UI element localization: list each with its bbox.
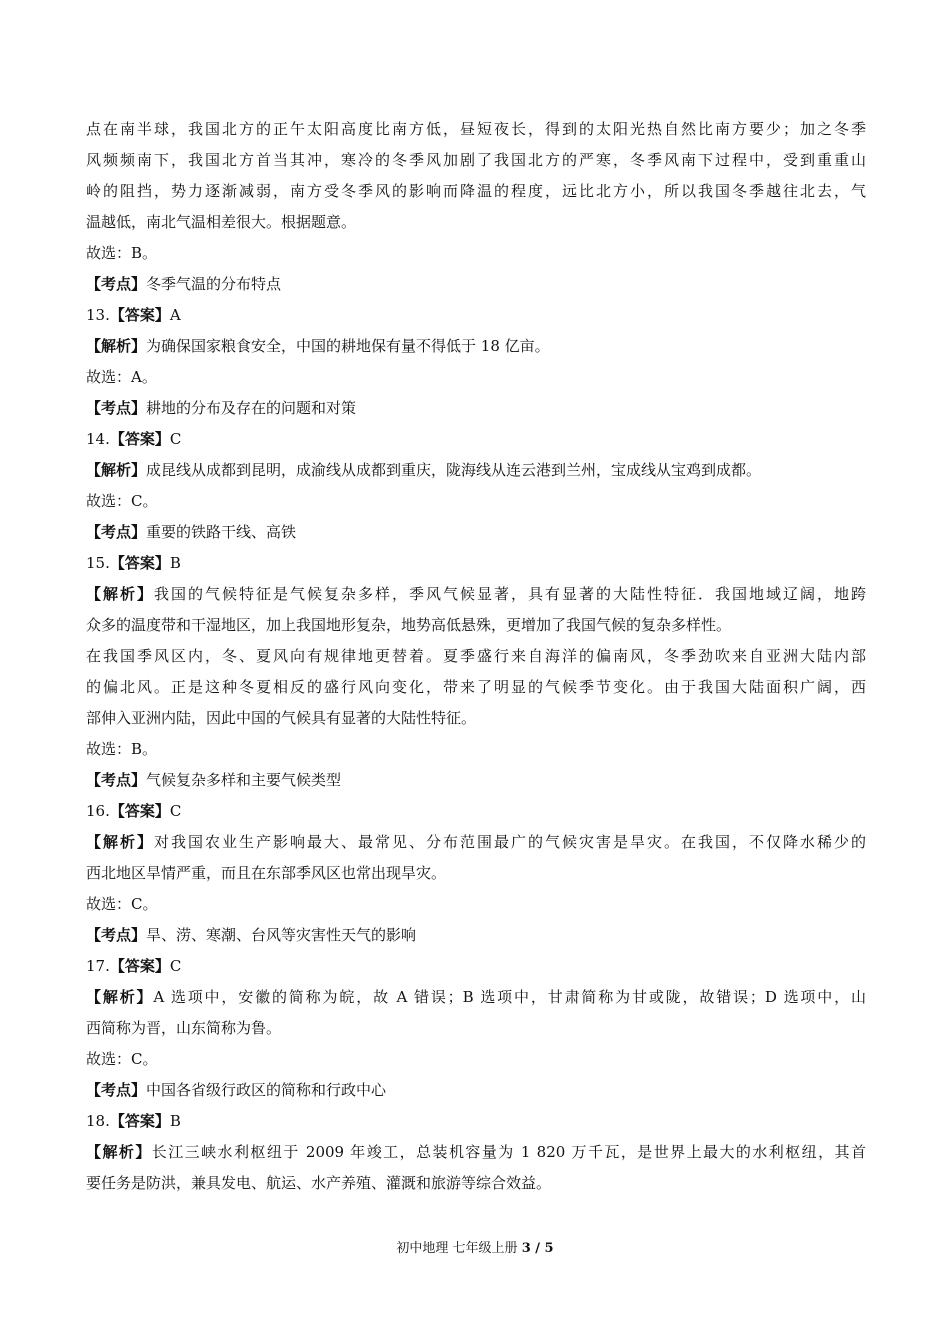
section-tag: 【解析】 <box>86 1143 152 1161</box>
text-line <box>86 269 866 300</box>
text-line <box>86 300 866 331</box>
line-text: 故选：A。 <box>86 368 157 386</box>
text-line <box>86 548 866 579</box>
text-line <box>86 889 866 920</box>
text-line <box>86 393 866 424</box>
text-line <box>86 424 866 455</box>
line-text: 为确保国家粮食安全，中国的耕地保有量不得低于 18 亿亩。 <box>146 337 550 355</box>
section-tag: 【答案】 <box>109 1112 170 1130</box>
line-text: C <box>169 430 182 448</box>
line-text: C <box>169 957 182 975</box>
text-line <box>86 672 866 703</box>
section-tag: 【解析】 <box>86 337 147 355</box>
line-text: A 选项中，安徽的简称为皖，故 A 错误；B 选项中，甘肃简称为甘或陇，故错误；D 选项中，山 <box>153 988 866 1006</box>
question-number: 15. <box>86 554 110 572</box>
line-text: 成昆线从成都到昆明，成渝线从成都到重庆，陇海线从连云港到兰州，宝成线从宝鸡到成都。 <box>146 461 762 479</box>
line-text: 耕地的分布及存在的问题和对策 <box>146 399 357 417</box>
section-tag: 【答案】 <box>109 430 170 448</box>
text-line <box>86 176 866 207</box>
section-tag: 【考点】 <box>86 771 147 789</box>
question-number: 13. <box>86 306 110 324</box>
text-line <box>86 982 866 1013</box>
line-text: 温越低，南北气温相差很大。根据题意。 <box>86 213 357 231</box>
question-number: 16. <box>86 802 110 820</box>
line-text: A <box>169 306 181 324</box>
line-text: 故选：C。 <box>86 492 158 510</box>
section-tag: 【考点】 <box>86 1081 147 1099</box>
line-text: 中国各省级行政区的简称和行政中心 <box>146 1081 387 1099</box>
section-tag: 【答案】 <box>109 802 170 820</box>
text-line <box>86 703 866 734</box>
text-line <box>86 517 866 548</box>
line-text: 西简称为晋，山东简称为鲁。 <box>86 1019 282 1037</box>
question-number: 18. <box>86 1112 110 1130</box>
section-tag: 【解析】 <box>86 833 154 851</box>
line-text: 故选：C。 <box>86 895 158 913</box>
section-tag: 【答案】 <box>109 957 170 975</box>
line-text: 部伸入亚洲内陆，因此中国的气候具有显著的大陆性特征。 <box>86 709 477 727</box>
section-tag: 【答案】 <box>109 306 170 324</box>
section-tag: 【考点】 <box>86 523 147 541</box>
line-text: C <box>169 802 182 820</box>
text-line <box>86 734 866 765</box>
text-line <box>86 1168 866 1199</box>
section-tag: 【解析】 <box>86 461 147 479</box>
line-text: 我国的气候特征是气候复杂多样，季风气候显著，具有显著的大陆性特征．我国地域辽阔，地跨 <box>154 585 866 603</box>
line-text: 风频频南下，我国北方首当其冲，寒冷的冬季风加剧了我国北方的严寒，冬季风南下过程中，受到重重山 <box>86 151 866 169</box>
text-line <box>86 796 866 827</box>
footer-label: 初中地理 七年级上册 <box>396 1241 522 1256</box>
line-text: 冬季气温的分布特点 <box>146 275 282 293</box>
answer-explanations <box>86 114 866 1199</box>
line-text: 故选：B。 <box>86 244 158 262</box>
question-number: 17. <box>86 957 110 975</box>
line-text: 的偏北风。正是这种冬夏相反的盛行风向变化，带来了明显的气候季节变化。由于我国大陆面积广阔，西 <box>86 678 866 696</box>
text-line <box>86 238 866 269</box>
line-text: 在我国季风区内，冬、夏风向有规律地更替着。夏季盛行来自海洋的偏南风，冬季劲吹来自亚洲大陆内部 <box>86 647 866 665</box>
text-line <box>86 858 866 889</box>
section-tag: 【考点】 <box>86 399 147 417</box>
page-number: 3 / 5 <box>521 1241 554 1256</box>
text-line <box>86 1044 866 1075</box>
line-text: B <box>169 1112 181 1130</box>
text-line <box>86 207 866 238</box>
text-line <box>86 1137 866 1168</box>
text-line <box>86 920 866 951</box>
line-text: 对我国农业生产影响最大、最常见、分布范围最广的气候灾害是旱灾。在我国，不仅降水稀少的 <box>154 833 866 851</box>
section-tag: 【解析】 <box>86 585 154 603</box>
line-text: 旱、涝、寒潮、台风等灾害性天气的影响 <box>146 926 417 944</box>
text-line <box>86 455 866 486</box>
line-text: 长江三峡水利枢纽于 2009 年竣工，总装机容量为 1 820 万千瓦，是世界上最大的水利枢纽，其首 <box>151 1143 866 1161</box>
section-tag: 【答案】 <box>109 554 170 572</box>
text-line <box>86 362 866 393</box>
line-text: B <box>169 554 181 572</box>
text-line <box>86 114 866 145</box>
text-line <box>86 1106 866 1137</box>
line-text: 西北地区旱情严重，而且在东部季风区也常出现旱灾。 <box>86 864 447 882</box>
text-line <box>86 145 866 176</box>
line-text: 要任务是防洪，兼具发电、航运、水产养殖、灌溉和旅游等综合效益。 <box>86 1174 552 1192</box>
line-text: 故选：C。 <box>86 1050 158 1068</box>
line-text: 故选：B。 <box>86 740 158 758</box>
text-line <box>86 610 866 641</box>
line-text: 岭的阻挡，势力逐渐减弱，南方受冬季风的影响而降温的程度，远比北方小，所以我国冬季越往北去，气 <box>86 182 866 200</box>
text-line <box>86 641 866 672</box>
section-tag: 【解析】 <box>86 988 154 1006</box>
section-tag: 【考点】 <box>86 926 147 944</box>
line-text: 点在南半球，我国北方的正午太阳高度比南方低，昼短夜长，得到的太阳光热自然比南方要少；加之冬季 <box>86 120 866 138</box>
text-line <box>86 486 866 517</box>
line-text: 气候复杂多样和主要气候类型 <box>146 771 342 789</box>
line-text: 众多的温度带和干湿地区，加上我国地形复杂，地势高低悬殊，更增加了我国气候的复杂多样性。 <box>86 616 732 634</box>
text-line <box>86 765 866 796</box>
text-line <box>86 1013 866 1044</box>
text-line <box>86 1075 866 1106</box>
text-line <box>86 951 866 982</box>
text-line <box>86 579 866 610</box>
line-text: 重要的铁路干线、高铁 <box>146 523 297 541</box>
page-footer <box>0 1239 950 1259</box>
section-tag: 【考点】 <box>86 275 147 293</box>
question-number: 14. <box>86 430 110 448</box>
text-line <box>86 827 866 858</box>
text-line <box>86 331 866 362</box>
